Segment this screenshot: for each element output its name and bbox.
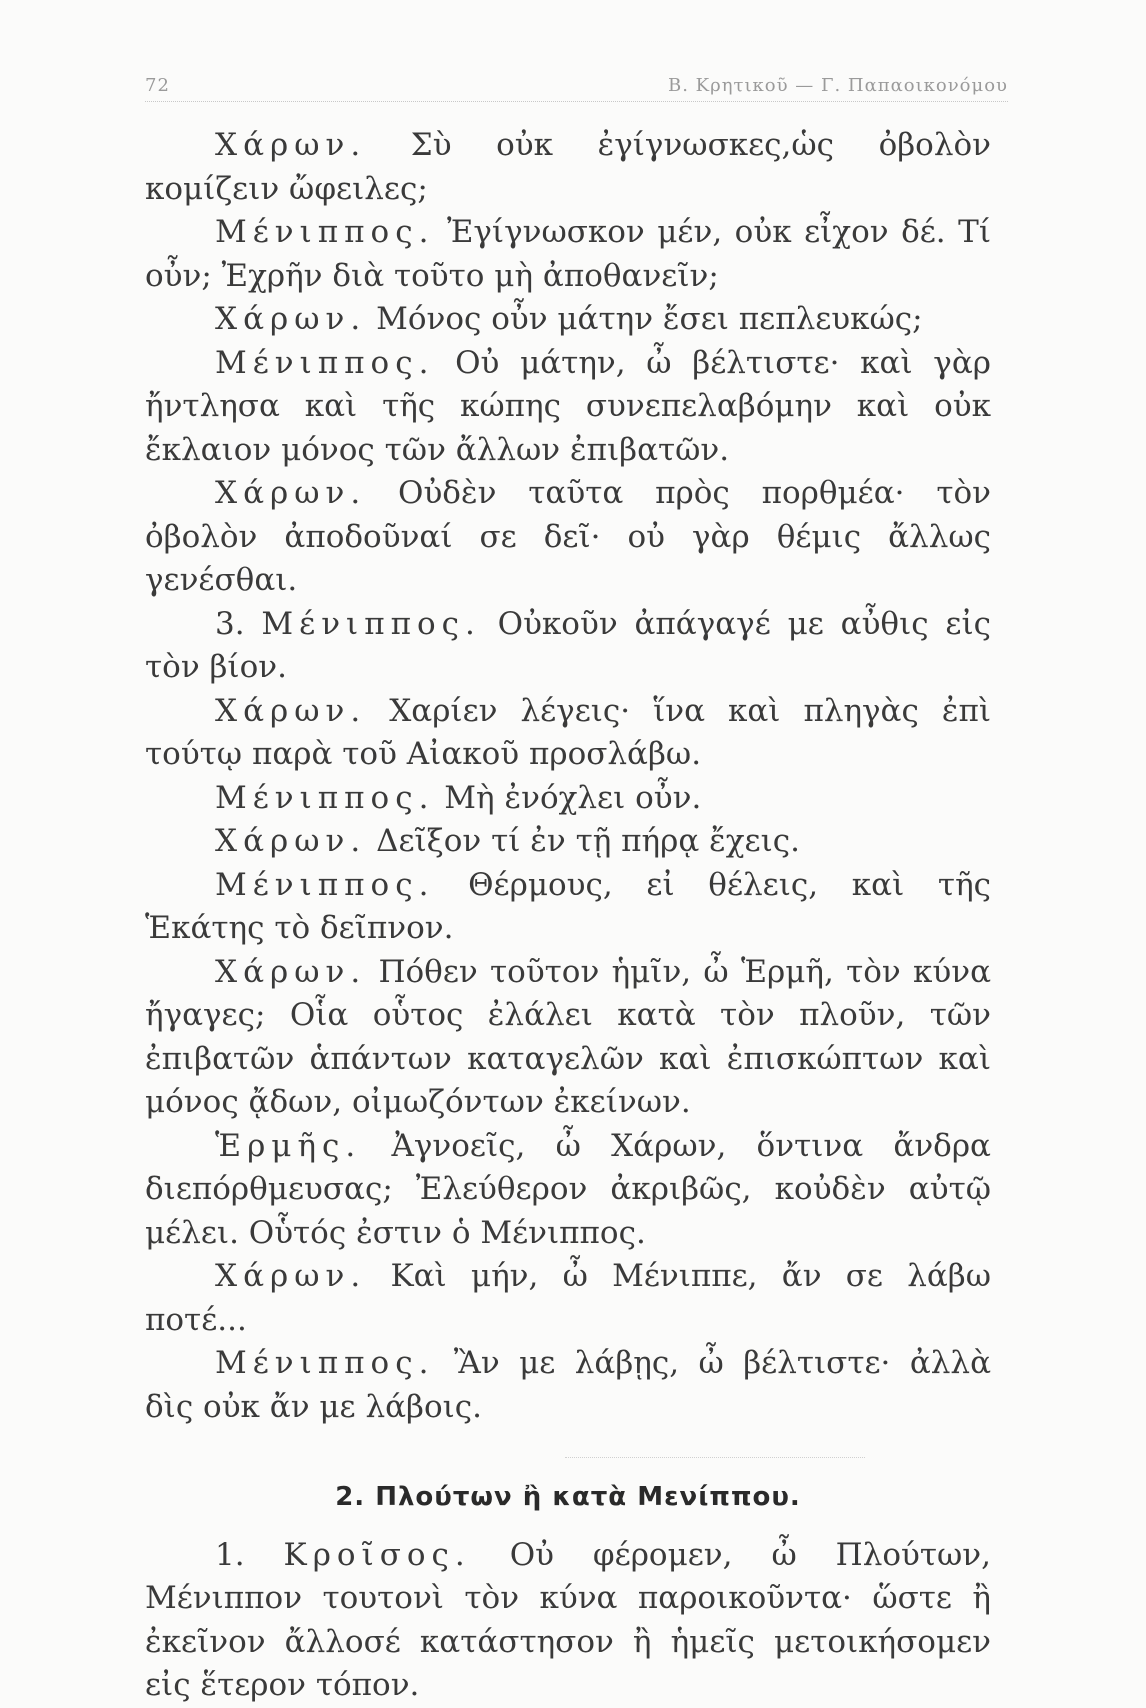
speech: Οὐ φέρομεν, ὦ Πλούτων, Μένιππον τουτονὶ τὸν κύνα παροικοῦντα· ὥστε ἢ ἐκεῖνον ἄλλοσέ κατάστησον ἢ ἡμεῖς μετοικήσομεν εἰς ἕτερον τόπον. bbox=[145, 1536, 991, 1703]
paragraph bbox=[145, 124, 991, 211]
paragraph-number: 1. bbox=[215, 1536, 245, 1573]
speaker-name: Μένιππος. bbox=[215, 1345, 435, 1381]
speaker-name: Μένιππος. bbox=[215, 779, 435, 816]
speaker-name: Χάρων. bbox=[215, 301, 367, 337]
speaker-name: Χάρων. bbox=[215, 127, 367, 163]
paragraph bbox=[145, 472, 991, 603]
speaker-name: Μένιππος. bbox=[215, 866, 435, 903]
paragraph bbox=[145, 951, 991, 1125]
paragraph bbox=[145, 1534, 991, 1708]
paragraph bbox=[145, 603, 991, 690]
speech: Θέρμους, εἰ θέλεις, καὶ τῆς Ἑκάτης τὸ δεῖπνον. bbox=[145, 866, 991, 946]
speaker-name: Χάρων. bbox=[215, 953, 367, 990]
paragraph bbox=[145, 690, 991, 777]
speaker-name: Χάρων. bbox=[215, 823, 367, 859]
paragraph bbox=[145, 1255, 991, 1342]
speaker-name: Μένιππος. bbox=[215, 214, 435, 250]
speech: Ἐγίγνωσκον μέν, οὐκ εἶχον δέ. Τί οὖν; Ἐχρῆν διὰ τοῦτο μὴ ἀποθανεῖν; bbox=[145, 214, 991, 294]
speaker-name: Μένιππος. bbox=[261, 605, 481, 642]
speech: Δεῖξον τί ἐν τῇ πήρᾳ ἔχεις. bbox=[366, 823, 800, 859]
speech: Οὐκοῦν ἀπάγαγέ με αὖθις εἰς τὸν βίον. bbox=[145, 605, 991, 685]
paragraph bbox=[145, 864, 991, 951]
paragraph bbox=[145, 1342, 991, 1429]
speech: Ἂν με λάβῃς, ὦ βέλτιστε· ἀλλὰ δὶς οὐκ ἄν με λάβοις. bbox=[145, 1345, 991, 1425]
paragraph bbox=[145, 342, 991, 473]
speaker-name: Χάρων. bbox=[215, 1258, 367, 1294]
paragraph bbox=[145, 211, 991, 298]
page-number: 72 bbox=[145, 75, 170, 96]
speaker-name: Χάρων. bbox=[215, 692, 367, 729]
speech: Μὴ ἐνόχλει οὖν. bbox=[434, 779, 702, 816]
section-separator bbox=[565, 1457, 865, 1458]
speech: Μόνος οὖν μάτην ἔσει πεπλευκώς; bbox=[366, 301, 923, 337]
paragraph bbox=[145, 777, 991, 821]
dialogue-text bbox=[145, 124, 991, 1708]
speaker-name: Μένιππος. bbox=[215, 344, 435, 381]
speaker-name: Χάρων. bbox=[215, 475, 367, 511]
speaker-name: Κροῖσος. bbox=[283, 1536, 471, 1573]
speech: Οὐ μάτην, ὦ βέλτιστε· καὶ γὰρ ἤντλησα καὶ τῆς κώπης συνεπελαβόμην καὶ οὐκ ἔκλαιον μόνος τῶν ἄλλων ἐπιβατῶν. bbox=[145, 344, 991, 468]
speaker-name: Ἑρμῆς. bbox=[215, 1127, 362, 1164]
section-title: 2. Πλούτων ἢ κατὰ Μενίππου. bbox=[335, 1482, 801, 1512]
header-rule bbox=[145, 101, 1008, 102]
paragraph bbox=[145, 298, 991, 342]
running-title: Β. Κρητικοῦ — Γ. Παπαοικονόμου bbox=[668, 75, 1008, 96]
running-header bbox=[145, 62, 1008, 96]
paragraph bbox=[145, 820, 991, 864]
speech: Χαρίεν λέγεις· ἵνα καὶ πληγὰς ἐπὶ τούτῳ παρὰ τοῦ Αἰακοῦ προσλάβω. bbox=[145, 692, 991, 772]
speech: Καὶ μήν, ὦ Μένιππε, ἄν σε λάβω ποτέ... bbox=[145, 1258, 991, 1338]
speech: Οὐδὲν ταῦτα πρὸς πορθμέα· τὸν ὀβολὸν ἀποδοῦναί σε δεῖ· οὐ γὰρ θέμις ἄλλως γενέσθαι. bbox=[145, 475, 991, 598]
paragraph bbox=[145, 1125, 991, 1256]
speech: Σὺ οὐκ ἐγίγνωσκες,ὡς ὀβολὸν κομίζειν ὤφειλες; bbox=[145, 127, 991, 207]
paragraph-number: 3. bbox=[215, 605, 245, 642]
speech: Πόθεν τοῦτον ἡμῖν, ὦ Ἑρμῆ, τὸν κύνα ἤγαγες; Οἷα οὗτος ἐλάλει κατὰ τὸν πλοῦν, τῶν ἐπιβατῶν ἁπάντων καταγελῶν καὶ ἐπισκώπτων καὶ μόνος ᾄδων, οἰμωζόντων ἐκείνων. bbox=[145, 953, 991, 1120]
speech: Ἀγνοεῖς, ὦ Χάρων, ὅντινα ἄνδρα διεπόρθμευσας; Ἐλεύθερον ἀκριβῶς, κοὐδὲν αὐτῷ μέλει. Οὗτός ἐστιν ὁ Μένιππος. bbox=[145, 1127, 991, 1251]
